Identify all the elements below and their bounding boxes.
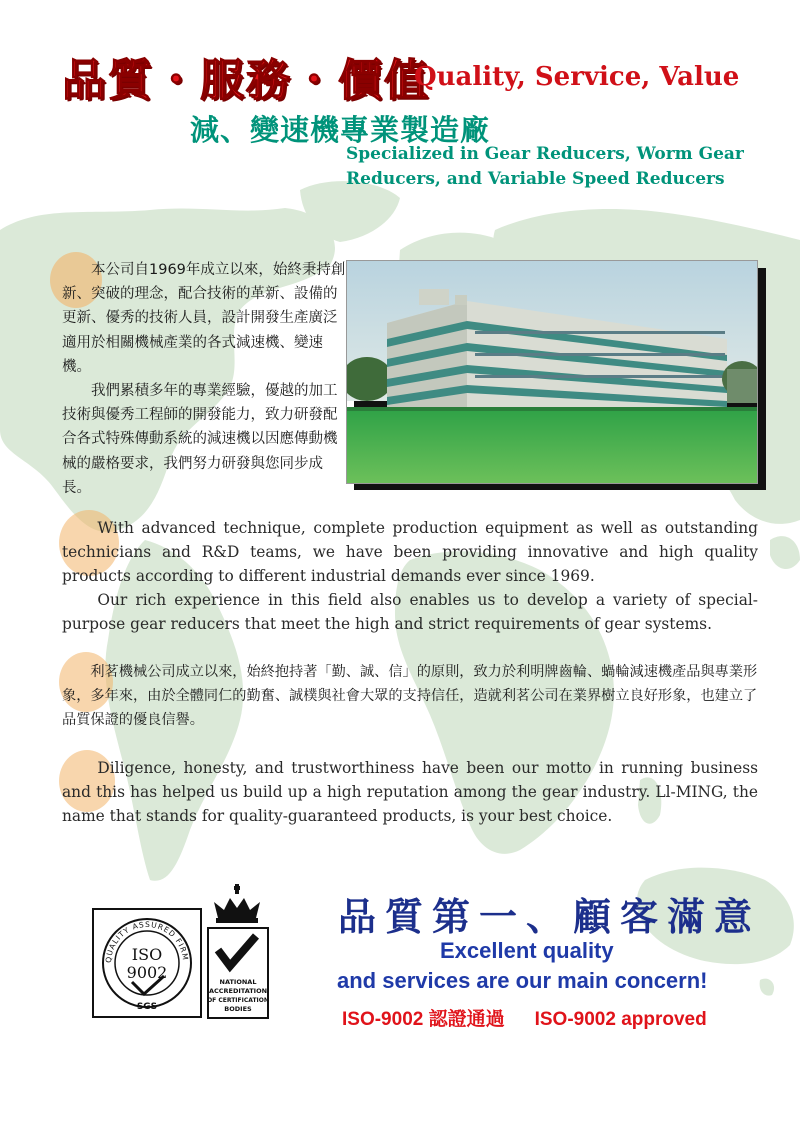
iso-quality-assured-logo (92, 908, 202, 1018)
slogan-en-line-2: and services are our main concern! (337, 968, 708, 993)
intro-zh-paragraph-2: 我們累積多年的專業經驗，優越的加工技術與優秀工程師的開發能力，致力研發配合各式特殊傳動系統的減速機以因應傳動機械的嚴格要求，我們努力研發與您同步成長。 (62, 383, 338, 496)
factory-photo (346, 260, 758, 484)
subtitle-en-line-1: Specialized in Gear Reducers, Worm Gear (346, 144, 744, 164)
iso-label-1: ISO (131, 945, 163, 964)
page-subtitle-zh: 減、變速機專業製造廠 (190, 113, 491, 147)
english-paragraph-1 (62, 516, 758, 636)
page-subtitle-en (346, 142, 744, 192)
page-title-en: Quality, Service, Value (414, 62, 740, 92)
english-paragraph-1a: With advanced technique, complete production equipment as well as outstanding technicians and R&D teams, we have been providing innovative and high quality products according to different industrial demands ever since 1969. (62, 519, 758, 585)
english-paragraph-2 (62, 756, 758, 828)
subtitle-en-line-2: Reducers, and Variable Speed Reducers (346, 169, 725, 189)
slogan-en-line-1: Excellent quality (440, 938, 614, 963)
iso-approval-en: ISO-9002 approved (534, 1009, 707, 1030)
english-paragraph-2-text: Diligence, honesty, and trustworthiness have been our motto in running business and this has helped us build up a high reputation among the gear industry. Ll-MING, the name that stands for quality-guaranteed products, is your best choice. (62, 759, 758, 825)
nacb-line-4: BODIES (224, 1005, 252, 1013)
nacb-line-3: OF CERTIFICATION (207, 997, 269, 1004)
slogan-zh: 品質第一、顧客滿意 (338, 894, 762, 939)
iso-ring-text: QUALITY ASSURED FIRM (103, 919, 191, 964)
iso-sgs-label: SGS (136, 1002, 158, 1012)
iso-approval-line (342, 1004, 707, 1031)
chinese-paragraph-2-text: 利茗機械公司成立以來，始終抱持著「勤、誠、信」的原則，致力於利明牌齒輪、蝸輪減速機產品與專業形象，多年來，由於全體同仁的勤奮、誠樸與社會大眾的支持信任，造就利茗公司在業界樹立良好形象，也建立了品質保證的優良信譽。 (62, 664, 758, 728)
chinese-paragraph-2 (62, 660, 758, 732)
nacb-line-1: NATIONAL (219, 978, 257, 986)
iso-approval-zh: ISO-9002 認證通過 (342, 1009, 505, 1030)
iso-label-2: 9002 (126, 963, 168, 982)
factory-photo-frame (346, 260, 766, 492)
english-paragraph-1b: Our rich experience in this field also enables us to develop a variety of special-purpose gear reducers that meet the high and strict requirements of gear systems. (62, 591, 758, 633)
page-title-zh: 品質・服務・價值 (62, 55, 430, 106)
intro-zh-paragraph-1: 本公司自1969年成立以來，始終秉持創新、突破的理念，配合技術的革新、設備的更新、優秀的技術人員，設計開發生產廣泛適用於相關機械產業的各式減速機、變速機。 (62, 262, 346, 375)
intro-paragraph-zh (62, 258, 346, 500)
crown-icon (214, 884, 260, 923)
nacb-accreditation-logo (200, 884, 276, 1020)
nacb-line-2: ACCREDITATION (208, 987, 268, 995)
